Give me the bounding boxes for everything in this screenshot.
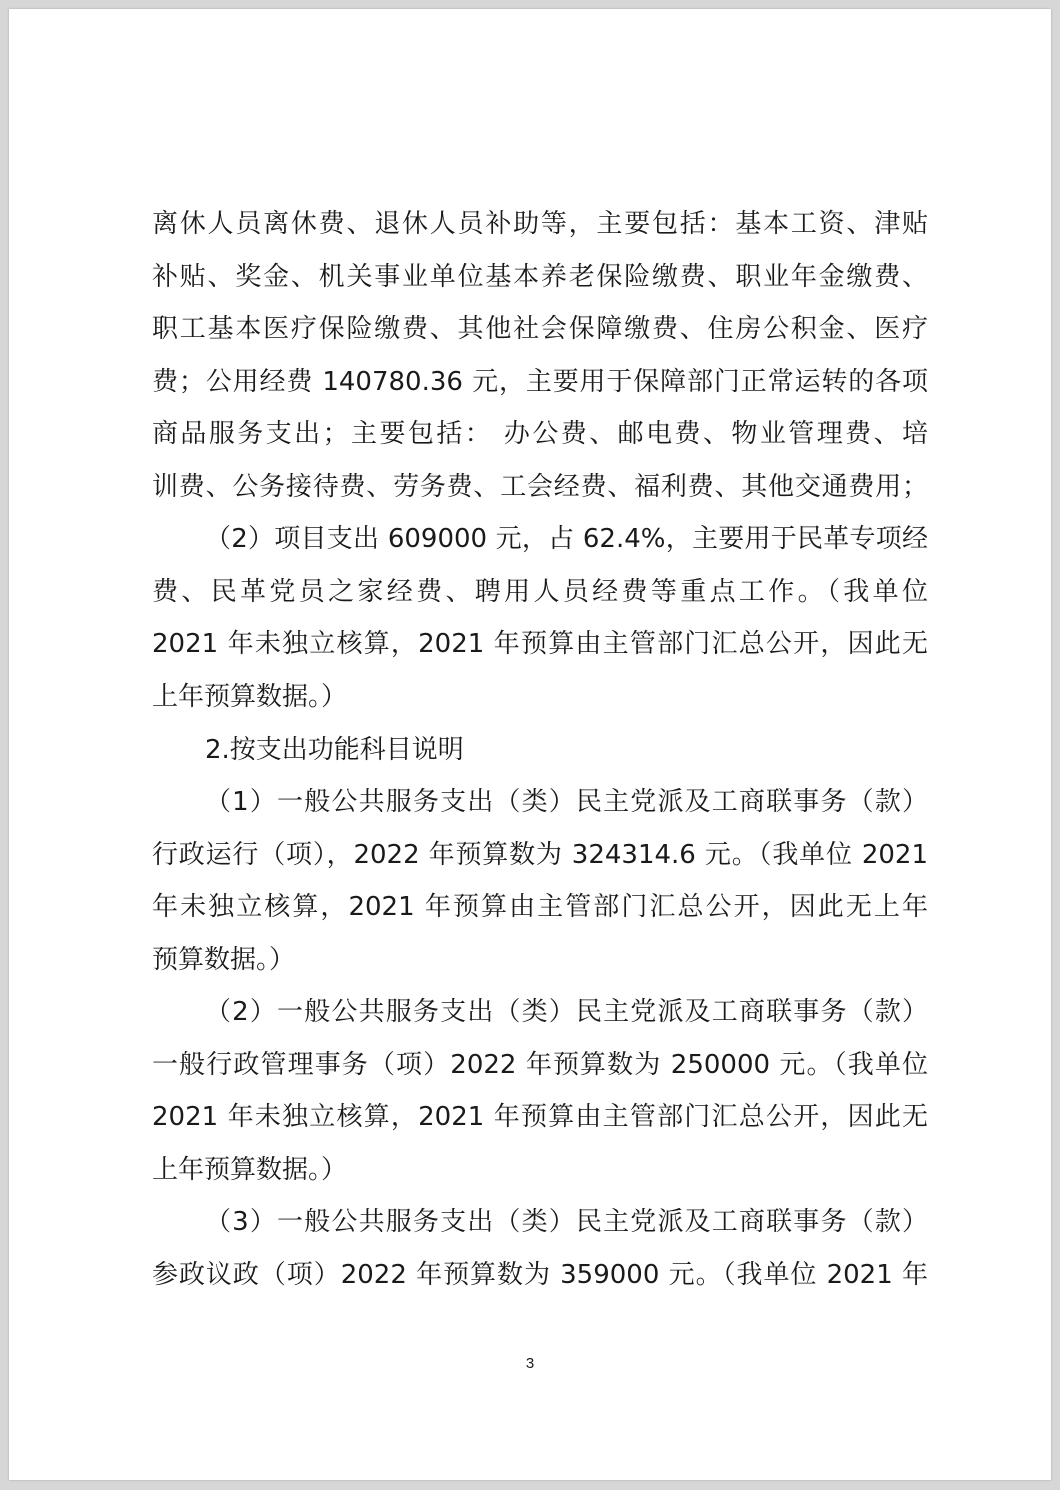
body-text-line: 上年预算数据。） [152, 682, 348, 712]
body-text-line: 参政议政（项）2022 年预算数为 359000 元。（我单位 2021 年 [152, 1260, 928, 1290]
body-text-line: 2021 年未独立核算，2021 年预算由主管部门汇总公开，因此无 [152, 629, 928, 659]
body-text-line: 商品服务支出；主要包括： 办公费、邮电费、物业管理费、培 [152, 419, 928, 449]
body-text-line: 离休人员离休费、退休人员补助等，主要包括：基本工资、津贴 [152, 209, 928, 239]
body-text-line: 预算数据。） [152, 945, 296, 975]
page-number: 3 [525, 1355, 535, 1372]
body-text-line: 行政运行（项），2022 年预算数为 324314.6 元。（我单位 2021 [152, 840, 928, 870]
body-text-line: 费；公用经费 140780.36 元，主要用于保障部门正常运转的各项 [152, 367, 928, 397]
body-text-line: （2）一般公共服务支出（类）民主党派及工商联事务（款） [205, 997, 928, 1027]
body-text-line: 训费、公务接待费、劳务费、工会经费、福利费、其他交通费用； [152, 472, 928, 502]
body-text-line: 上年预算数据。） [152, 1155, 348, 1185]
body-text-line: 一般行政管理事务（项）2022 年预算数为 250000 元。（我单位 [152, 1050, 928, 1080]
body-text-line: （2）项目支出 609000 元，占 62.4%，主要用于民革专项经 [205, 524, 928, 554]
body-text-line: 年未独立核算，2021 年预算由主管部门汇总公开，因此无上年 [152, 892, 928, 922]
body-text-line: 费、民革党员之家经费、聘用人员经费等重点工作。（我单位 [152, 577, 928, 607]
section-heading: 2.按支出功能科目说明 [205, 735, 464, 765]
body-text-line: 补贴、奖金、机关事业单位基本养老保险缴费、职业年金缴费、 [152, 262, 928, 292]
body-text-line: 2021 年未独立核算，2021 年预算由主管部门汇总公开，因此无 [152, 1102, 928, 1132]
body-text-line: （1）一般公共服务支出（类）民主党派及工商联事务（款） [205, 787, 928, 817]
body-text-line: （3）一般公共服务支出（类）民主党派及工商联事务（款） [205, 1207, 928, 1237]
document-page [9, 9, 1051, 1480]
body-text-line: 职工基本医疗保险缴费、其他社会保障缴费、住房公积金、医疗 [152, 314, 928, 344]
